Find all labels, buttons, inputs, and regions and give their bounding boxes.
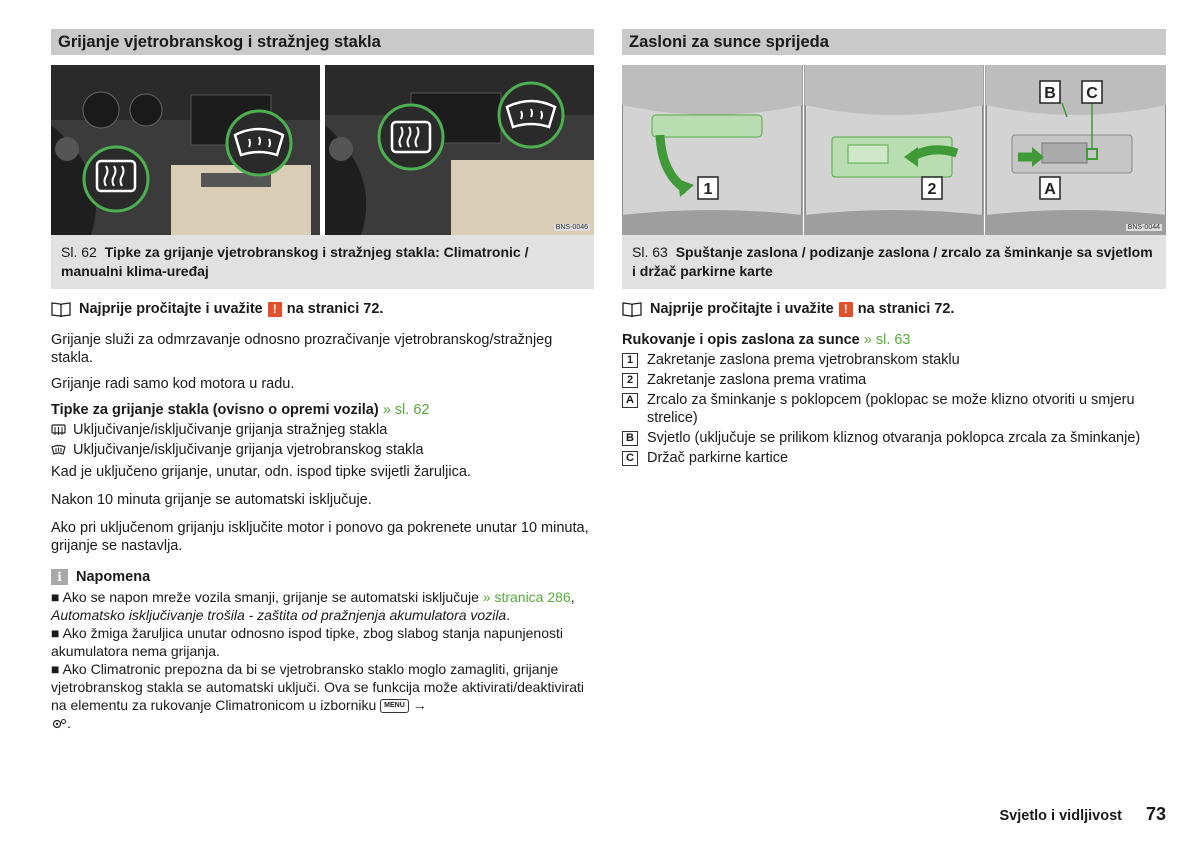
paragraph: Nakon 10 minuta grijanje se automatski isključuje.: [51, 492, 372, 508]
figure-caption: [51, 235, 594, 289]
note-bullet: ■ Ako žmiga žaruljica unutar odnosno ispod tipke, zbog slabog stanja napunjenosti akumulatora nema grijanja.: [51, 625, 564, 659]
legend-symbol: A: [622, 393, 638, 408]
paragraph: Ako pri uključenom grijanju isključite motor i ponovo ga pokrenete unutar 10 minuta, grijanje se nastavlja.: [51, 520, 589, 554]
section-title: Grijanje vjetrobranskog i stražnjeg stakla: [51, 29, 594, 55]
warning-icon: !: [268, 302, 282, 317]
list-item: Uključivanje/isključivanje grijanja stražnjeg stakla: [51, 421, 594, 439]
paragraph: Grijanje radi samo kod motora u radu.: [51, 376, 295, 392]
caption-text: Spuštanje zaslona / podizanje zaslona / zrcalo za šminkanje sa svjetlom i držač parkirne karte: [632, 244, 1153, 279]
windshield-defrost-icon: [51, 444, 66, 456]
figure-label-B: B: [1044, 85, 1056, 102]
figure-62-illustration: [51, 65, 594, 235]
figure-link[interactable]: » sl. 62: [382, 402, 430, 418]
figure-code: BNS-0046: [555, 224, 588, 231]
figure-label-A: A: [1044, 181, 1056, 198]
info-icon: i: [51, 569, 68, 585]
ops-heading: Rukovanje i opis zaslona za sunce » sl. 63: [622, 332, 911, 348]
list-item: Uključivanje/isključivanje grijanja vjetrobranskog stakla: [51, 441, 594, 459]
legend-symbol: B: [622, 431, 638, 446]
legend-symbol: 2: [622, 373, 638, 388]
menu-key-icon: MENU: [380, 699, 409, 713]
caption-number: Sl. 62: [61, 244, 97, 260]
list-item: 2 Zakretanje zaslona prema vratima: [622, 371, 1166, 389]
legend-symbol: C: [622, 451, 638, 466]
list-item: A Zrcalo za šminkanje s poklopcem (poklopac se može klizno otvoriti u smjeru strelice): [622, 391, 1166, 427]
note-body: [51, 588, 594, 732]
settings-gears-icon: [51, 718, 67, 730]
right-column: [622, 29, 1166, 467]
figure-caption: [622, 235, 1166, 289]
paragraph: Grijanje služi za odmrzavanje odnosno prozračivanje vjetrobranskog/stražnjeg stakla.: [51, 332, 553, 366]
figure-code: BNS-0044: [1127, 224, 1160, 231]
note-bullet: ■ Ako se napon mreže vozila smanji, grijanje se automatski isključuje » stranica 286, Automatsko isključivanje trošila - zaštita od pražnjenja akumulatora vozila.: [51, 589, 575, 623]
page-number: 73: [1145, 804, 1166, 824]
figure-63: [622, 65, 1166, 235]
figure-62: [51, 65, 594, 235]
read-first-notice: Najprije pročitajte i uvažite ! na stranici 72.: [622, 299, 1166, 319]
chapter-title: Svjetlo i vidljivost: [999, 808, 1122, 824]
figure-label-2: 2: [927, 181, 937, 198]
read-first-notice: Najprije pročitajte i uvažite ! na stranici 72.: [51, 299, 594, 319]
book-icon: [51, 301, 71, 317]
buttons-heading: Tipke za grijanje stakla (ovisno o opremi vozila) » sl. 62: [51, 402, 430, 418]
figure-label-1: 1: [703, 181, 713, 198]
list-item: C Držač parkirne kartice: [622, 449, 1166, 467]
page-footer: [999, 804, 1166, 825]
legend-symbol: 1: [622, 353, 638, 368]
figure-63-illustration: [622, 65, 1166, 235]
section-title: Zasloni za sunce sprijeda: [622, 29, 1166, 55]
warning-icon: !: [839, 302, 853, 317]
caption-number: Sl. 63: [632, 244, 668, 260]
figure-label-C: C: [1086, 85, 1098, 102]
caption-text: Tipke za grijanje vjetrobranskog i stražnjeg stakla: Climatronic / manualni klima-uređaj: [61, 244, 529, 279]
rear-defrost-icon: [51, 424, 66, 436]
page-link[interactable]: » stranica 286: [482, 589, 571, 605]
note-heading: i Napomena: [51, 569, 594, 585]
paragraph: Kad je uključeno grijanje, unutar, odn. ispod tipke svijetli žaruljica.: [51, 464, 471, 480]
book-icon: [622, 301, 642, 317]
figure-link[interactable]: » sl. 63: [863, 332, 911, 348]
note-bullet: ■ Ako Climatronic prepozna da bi se vjetrobransko staklo moglo zamagliti, grijanje vjetrobranskog stakla se automatski uključi. Ova se funkcija može aktivirati/deaktivirati na elementu za rukovanje Climatronicom u izborniku MENU → .: [51, 661, 584, 731]
list-item: 1 Zakretanje zaslona prema vjetrobranskom staklu: [622, 351, 1166, 369]
list-item: B Svjetlo (uključuje se prilikom kliznog otvaranja poklopca zrcala za šminkanje): [622, 429, 1166, 447]
left-column: [51, 29, 594, 732]
